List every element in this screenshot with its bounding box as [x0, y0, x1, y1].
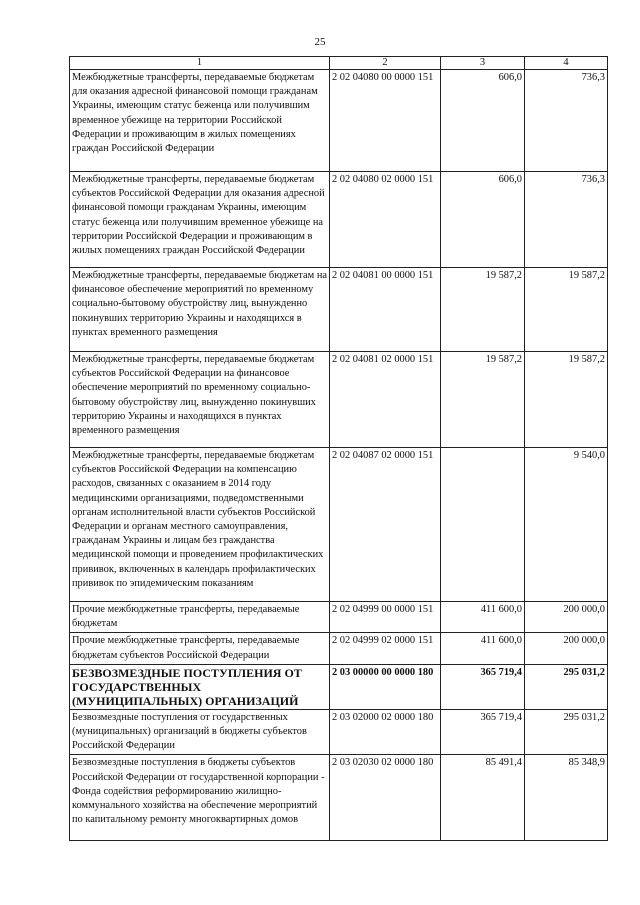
- row-value-col3: 365 719,4: [441, 709, 525, 755]
- row-name: БЕЗВОЗМЕЗДНЫЕ ПОСТУПЛЕНИЯ ОТ ГОСУДАРСТВЕННЫХ (МУНИЦИПАЛЬНЫХ) ОРГАНИЗАЦИЙ: [70, 664, 330, 709]
- table-row: [70, 633, 608, 664]
- row-name: Безвозмездные поступления в бюджеты субъектов Российской Федерации от государственной корпорации - Фонда содействия реформированию жилищно-коммунального хозяйства на обеспечение мероприятий по капитальному ремонту многоквартирных домов: [70, 755, 330, 841]
- table-row: [70, 268, 608, 352]
- row-name: Прочие межбюджетные трансферты, передаваемые бюджетам субъектов Российской Федерации: [70, 633, 330, 664]
- table-row: [70, 448, 608, 602]
- row-value-col4: 736,3: [525, 172, 608, 268]
- table-row: [70, 70, 608, 172]
- column-header-4: 4: [525, 57, 608, 70]
- row-value-col3: 411 600,0: [441, 633, 525, 664]
- budget-table: [69, 56, 608, 841]
- row-name: Межбюджетные трансферты, передаваемые бюджетам субъектов Российской Федерации для оказания адресной финансовой помощи гражданам Украины, имеющим статус беженца или получившим временное убежище на территории Российской Федерации и проживающим в жилых помещениях граждан Российской Федерации: [70, 172, 330, 268]
- table-row: [70, 172, 608, 268]
- row-value-col3: 19 587,2: [441, 268, 525, 352]
- row-name: Безвозмездные поступления от государственных (муниципальных) организаций в бюджеты субъектов Российской Федерации: [70, 709, 330, 755]
- row-value-col3: 365 719,4: [441, 664, 525, 709]
- table-row: [70, 709, 608, 755]
- row-value-col3: 411 600,0: [441, 602, 525, 633]
- row-code: 2 03 00000 00 0000 180: [330, 664, 441, 709]
- row-value-col4: 9 540,0: [525, 448, 608, 602]
- row-code: 2 02 04080 00 0000 151: [330, 70, 441, 172]
- row-value-col3: 606,0: [441, 70, 525, 172]
- row-value-col4: 200 000,0: [525, 602, 608, 633]
- row-value-col4: 19 587,2: [525, 352, 608, 448]
- row-name: Межбюджетные трансферты, передаваемые бюджетам на финансовое обеспечение мероприятий по временному социально-бытовому обустройству лиц, вынужденно покинувших территорию Украины и находящихся в пунктах временного размещения: [70, 268, 330, 352]
- row-code: 2 03 02000 02 0000 180: [330, 709, 441, 755]
- row-value-col3: 606,0: [441, 172, 525, 268]
- row-value-col4: 200 000,0: [525, 633, 608, 664]
- row-name: Межбюджетные трансферты, передаваемые бюджетам субъектов Российской Федерации на финансовое обеспечение мероприятий по временному социально-бытовому обустройству лиц, вынужденно покинувших территорию Украины и находящихся в пунктах временного размещения: [70, 352, 330, 448]
- header-row: [70, 57, 608, 70]
- row-name: Межбюджетные трансферты, передаваемые бюджетам субъектов Российской Федерации на компенсацию расходов, связанных с оказанием в 2014 году медицинскими организациями, подведомственными органам исполнительной власти субъектов Российской Федерации и органам местного самоуправления, гражданам Украины и лицам без гражданства медицинской помощи и проведением профилактических прививок, включенных в календарь профилактических прививок по эпидемическим показаниям: [70, 448, 330, 602]
- row-value-col4: 295 031,2: [525, 664, 608, 709]
- row-value-col3: 19 587,2: [441, 352, 525, 448]
- row-code: 2 02 04999 02 0000 151: [330, 633, 441, 664]
- row-value-col3: 85 491,4: [441, 755, 525, 841]
- row-code: 2 02 04081 00 0000 151: [330, 268, 441, 352]
- row-code: 2 02 04080 02 0000 151: [330, 172, 441, 268]
- table-row: [70, 352, 608, 448]
- row-value-col4: 736,3: [525, 70, 608, 172]
- row-value-col4: 19 587,2: [525, 268, 608, 352]
- row-value-col4: 85 348,9: [525, 755, 608, 841]
- row-code: 2 03 02030 02 0000 180: [330, 755, 441, 841]
- row-code: 2 02 04999 00 0000 151: [330, 602, 441, 633]
- table-row: [70, 664, 608, 709]
- row-value-col3: [441, 448, 525, 602]
- page-number: 25: [314, 36, 326, 48]
- column-header-2: 2: [330, 57, 441, 70]
- row-name: Прочие межбюджетные трансферты, передаваемые бюджетам: [70, 602, 330, 633]
- row-name: Межбюджетные трансферты, передаваемые бюджетам для оказания адресной финансовой помощи гражданам Украины, имеющим статус беженца или получившим временное убежище на территории Российской Федерации и проживающим в жилых помещениях граждан Российской Федерации: [70, 70, 330, 172]
- column-header-3: 3: [441, 57, 525, 70]
- column-header-1: 1: [70, 57, 330, 70]
- table-row: [70, 602, 608, 633]
- row-value-col4: 295 031,2: [525, 709, 608, 755]
- row-code: 2 02 04087 02 0000 151: [330, 448, 441, 602]
- row-code: 2 02 04081 02 0000 151: [330, 352, 441, 448]
- table-row: [70, 755, 608, 841]
